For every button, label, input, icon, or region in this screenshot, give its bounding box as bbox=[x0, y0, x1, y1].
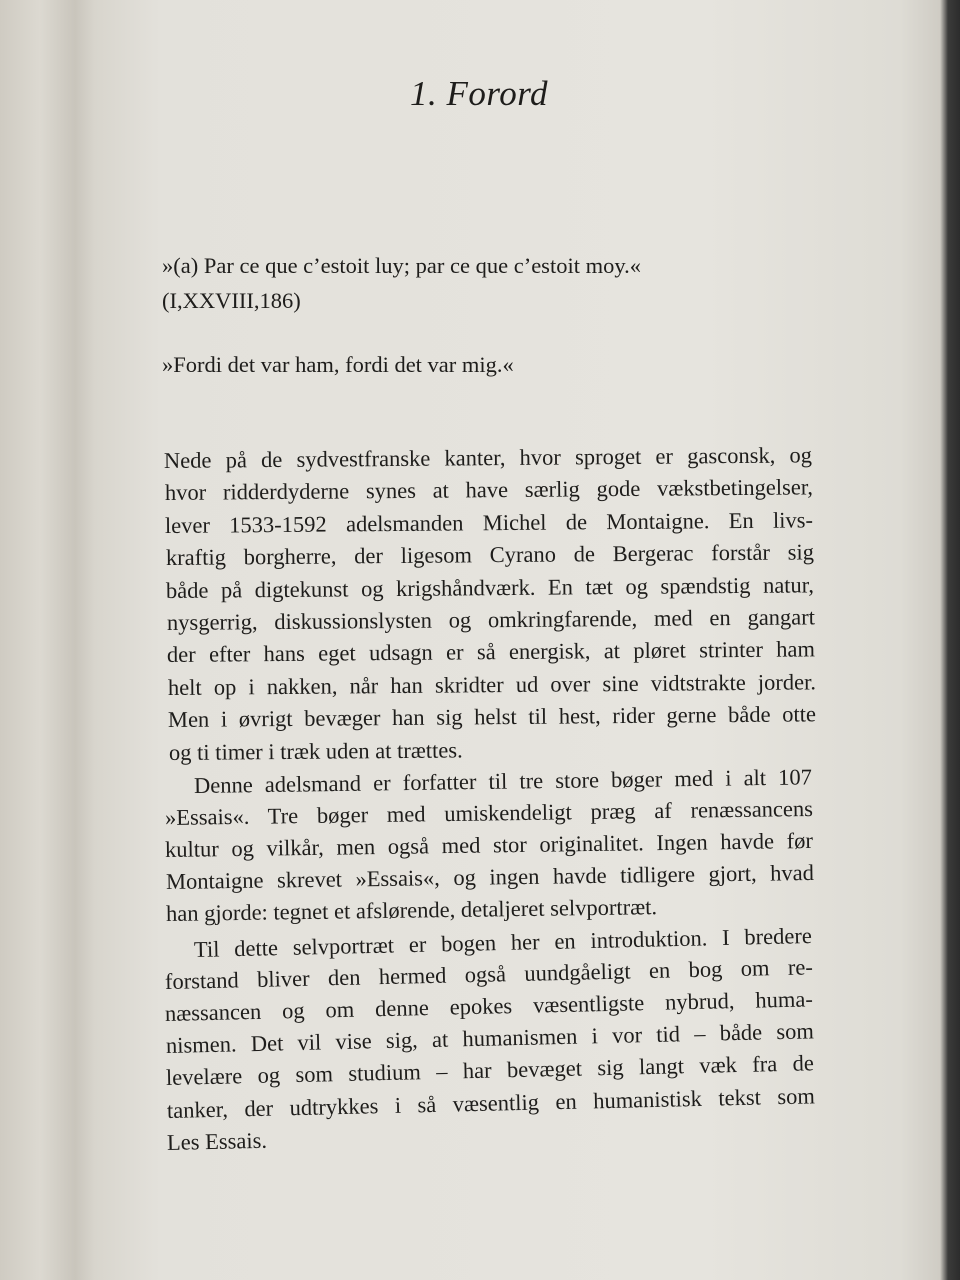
body-line: tanker, der udtrykkes i så væsentlig en humanistisk tekst som bbox=[166, 1082, 815, 1123]
epigraph-quote: »(a) Par ce que c’estoit luy; par ce que c’estoit moy.« bbox=[162, 253, 641, 278]
body-line: levelære og som studium – har bevæget sig langt væk fra de bbox=[165, 1050, 815, 1091]
body-line: og ti timer i træk uden at trættes. bbox=[168, 737, 463, 765]
body-line: både på digtekunst og krigshåndværk. En tæt og spændstig natur, bbox=[165, 571, 815, 603]
body-line: nismen. Det vil vise sig, at humanismen i vor tid – både som bbox=[165, 1018, 814, 1059]
body-line: Nede på de sydvestfranske kanter, hvor sproget er gasconsk, og bbox=[163, 442, 813, 473]
body-line: næssancen og om denne epokes væsentligste nybrud, huma- bbox=[164, 986, 814, 1027]
epigraph-translation: »Fordi det var ham, fordi det var mig.« bbox=[162, 352, 514, 377]
body-line: »Essais«. Tre bøger med umiskendeligt præg af renæssancens bbox=[164, 796, 813, 831]
chapter-title: 1. Forord bbox=[410, 74, 549, 113]
body-line: Montaigne skrevet »Essais«, og ingen havde tidligere gjort, hvad bbox=[165, 860, 814, 895]
body-line: kraftig borgherre, der ligesom Cyrano de Bergerac forstår sig bbox=[165, 539, 814, 571]
body-line: han gjorde: tegnet et afslørende, detaljeret selvportræt. bbox=[165, 894, 658, 927]
body-line: kultur og vilkår, men også med stor originalitet. Ingen havde før bbox=[164, 828, 814, 863]
body-line: Denne adelsmand er forfatter til tre store bøger med i alt 107 bbox=[193, 764, 813, 798]
body-line: Men i øvrigt bevæger han sig helst til hest, rider gerne både otte bbox=[167, 701, 817, 733]
body-line: lever 1533-1592 adelsmanden Michel de Montaigne. En livs- bbox=[164, 507, 814, 538]
body-line: Les Essais. bbox=[166, 1127, 268, 1155]
body-line: helt op i nakken, når han skridter ud over sine vidtstrakte jorder. bbox=[167, 669, 816, 700]
body-line: nysgerrig, diskussionslysten og omkringfarende, med en gangart bbox=[166, 604, 815, 635]
epigraph-reference: (I,XXVIII,186) bbox=[162, 288, 301, 313]
body-line: der efter hans eget udsagn er så energisk, at pløret strinter ham bbox=[166, 636, 816, 668]
body-line: Til dette selvportræt er bogen her en introduktion. I bredere bbox=[193, 922, 813, 962]
body-line: hvor ridderdyderne synes at have særlig gode vækstbetingelser, bbox=[164, 474, 813, 506]
body-line: forstand bliver den hermed også uundgåeligt en bog om re- bbox=[164, 954, 813, 995]
